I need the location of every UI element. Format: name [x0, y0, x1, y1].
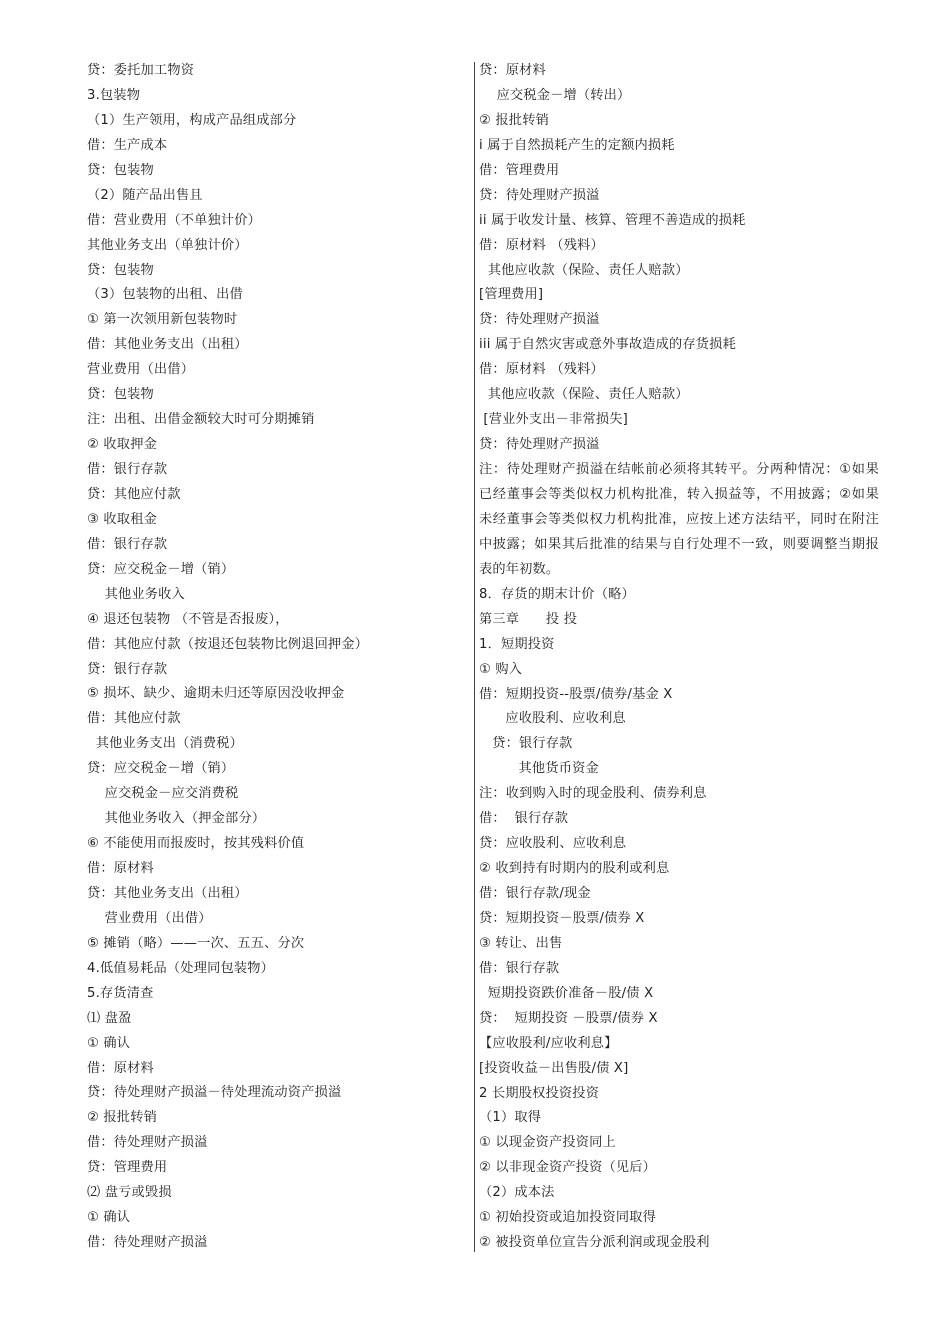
- text-line: 贷：包装物: [87, 162, 154, 178]
- text-line: ③ 收取租金: [87, 511, 157, 527]
- text-line: 营业费用（出借）: [87, 362, 195, 378]
- text-line: 2 长期股权投资投资: [479, 1085, 600, 1101]
- text-line: 贷：委托加工物资: [87, 63, 195, 78]
- text-line: 借：短期投资--股票/债券/基金 X: [479, 686, 673, 702]
- text-line: 注：出租、出借金额较大时可分期摊销: [87, 412, 315, 428]
- text-line: 其他业务支出（单独计价）: [87, 237, 248, 253]
- text-line: 借：其他应付款: [87, 711, 181, 727]
- text-line: 贷：银行存款: [87, 661, 168, 677]
- text-line: 借：银行存款: [87, 462, 168, 477]
- text-line: 借：生产成本: [87, 137, 168, 153]
- text-line: 其他业务支出（消费税）: [87, 736, 244, 752]
- text-line: 4.低值易耗品（处理同包装物）: [87, 960, 275, 976]
- text-line: 其他应收款（保险、责任人赔款）: [479, 387, 689, 403]
- text-line: 借： 银行存款: [479, 811, 569, 827]
- text-line: 借：待处理财产损溢: [87, 1235, 208, 1251]
- text-line: [管理费用]: [479, 287, 544, 303]
- text-line: ii 属于收发计量、核算、管理不善造成的损耗: [479, 212, 746, 228]
- text-line: ① 第一次领用新包装物时: [87, 312, 238, 328]
- text-line: [投资收益－出售股/债 X]: [479, 1060, 629, 1076]
- text-line: ① 确认: [87, 1035, 131, 1051]
- text-line: 贷：待处理财产损溢: [479, 187, 600, 203]
- text-line: （2）随产品出售且: [87, 187, 203, 203]
- text-line: 贷：包装物: [87, 387, 154, 403]
- text-line: 借：原材料 （残料）: [479, 362, 604, 378]
- text-line: ⑵ 盘亏或毁损: [87, 1185, 172, 1201]
- text-line: （3）包装物的出租、出借: [87, 287, 243, 303]
- text-line: ① 购入: [479, 661, 523, 677]
- text-line: 营业费用（出借）: [87, 910, 212, 926]
- text-line: ② 收取押金: [87, 437, 157, 453]
- text-line: [营业外支出－非常损失]: [479, 412, 628, 428]
- text-line: ⑴ 盘盈: [87, 1010, 132, 1026]
- text-line: 贷：其他业务支出（出租）: [87, 885, 248, 901]
- text-line: i 属于自然损耗产生的定额内损耗: [479, 137, 675, 153]
- text-line: 贷：应交税金－增（销）: [87, 761, 235, 777]
- text-line: 其他业务收入: [87, 586, 185, 602]
- text-line: ② 报批转销: [479, 112, 549, 128]
- text-line: 贷：其他应付款: [87, 486, 181, 502]
- text-line: 8．存货的期末计价（略）: [479, 586, 635, 602]
- text-line: 借：原材料 （残料）: [479, 237, 604, 253]
- text-line: ⑥ 不能使用而报废时，按其残料价值: [87, 836, 305, 852]
- text-line: 第三章 投 投: [479, 611, 578, 627]
- text-line: ① 初始投资或追加投资同取得: [479, 1210, 657, 1226]
- text-line: 【应收股利/应收利息】: [479, 1035, 618, 1051]
- text-line: 借：营业费用（不单独计价）: [87, 212, 262, 228]
- text-line: 借：银行存款: [87, 536, 168, 552]
- text-line: ② 报批转销: [87, 1110, 157, 1126]
- text-line: 借：其他业务支出（出租）: [87, 337, 248, 353]
- text-line: 1．短期投资: [479, 636, 555, 652]
- text-line: 贷：应收股利、应收利息: [479, 836, 627, 852]
- text-line: 借：银行存款: [479, 960, 560, 976]
- text-line: 5.存货清查: [87, 985, 154, 1001]
- text-line: ① 以现金资产投资同上: [479, 1135, 616, 1151]
- text-line: 贷：包装物: [87, 262, 154, 278]
- column-divider: [474, 62, 475, 1252]
- text-line: 应交税金－增（转出）: [479, 87, 631, 103]
- right-column: [479, 59, 899, 1256]
- text-line: 应交税金－应交消费税: [87, 786, 239, 802]
- text-line: 其他货币资金: [479, 761, 599, 777]
- text-line: 应收股利、应收利息: [479, 711, 626, 727]
- text-line: （1）生产领用，构成产品组成部分: [87, 112, 297, 128]
- text-line: 贷：待处理财产损溢: [479, 312, 600, 328]
- text-line: 借：待处理财产损溢: [87, 1135, 208, 1151]
- text-line: ① 确认: [87, 1210, 131, 1226]
- text-line: 贷：待处理财产损溢: [479, 437, 600, 453]
- text-line: ④ 退还包装物 （不管是否报废），: [87, 611, 289, 627]
- text-line: ⑤ 摊销（略）——一次、五五、分次: [87, 935, 305, 951]
- text-line: 其他业务收入（押金部分）: [87, 811, 266, 827]
- text-line: 其他应收款（保险、责任人赔款）: [479, 262, 689, 278]
- text-line: ② 收到持有时期内的股利或利息: [479, 861, 670, 877]
- right-column-bottom: [479, 583, 899, 1256]
- text-line: （1）取得: [479, 1110, 542, 1126]
- text-line: ⑤ 损坏、缺少、逾期未归还等原因没收押金: [87, 686, 345, 702]
- text-line: iii 属于自然灾害或意外事故造成的存货损耗: [479, 337, 736, 353]
- text-line: 贷：待处理财产损溢－待处理流动资产损溢: [87, 1085, 342, 1101]
- text-line: 贷：原材料: [479, 63, 546, 78]
- text-line: 借：原材料: [87, 1060, 154, 1076]
- text-line: ② 被投资单位宣告分派利润或现金股利: [479, 1235, 710, 1251]
- text-line: 注：收到购入时的现金股利、债券利息: [479, 786, 707, 802]
- text-line: （2）成本法: [479, 1185, 555, 1201]
- text-line: 借：管理费用: [479, 162, 560, 178]
- text-line: 贷：管理费用: [87, 1160, 168, 1176]
- text-line: ② 以非现金资产投资（见后）: [479, 1160, 657, 1176]
- text-line: 借：银行存款/现金: [479, 886, 591, 902]
- text-line: 贷：短期投资－股票/债券 X: [479, 910, 645, 926]
- text-line: 短期投资跌价准备－股/债 X: [479, 985, 654, 1001]
- note-paragraph: 注：待处理财产损溢在结帐前必须将其转平。分两种情况：①如果已经董事会等类似权力机构批准，转入损益等，不用披露；②如果未经董事会等类似权力机构批准，应按上述方法结平，同时在附注中披露；如果其后批准的结果与自行处理不一致，则要调整当期报表的年初数。: [479, 462, 879, 577]
- text-line: 贷：银行存款: [479, 736, 573, 752]
- text-line: 贷：应交税金－增（销）: [87, 561, 235, 577]
- text-line: 3.包装物: [87, 87, 141, 103]
- left-column: [87, 59, 467, 1256]
- text-line: ③ 转让、出售: [479, 935, 563, 951]
- text-line: 借：原材料: [87, 861, 154, 876]
- right-column-top: [479, 59, 899, 458]
- text-line: 贷： 短期投资 －股票/债券 X: [479, 1010, 658, 1026]
- text-line: 借：其他应付款（按退还包装物比例退回押金）: [87, 636, 369, 652]
